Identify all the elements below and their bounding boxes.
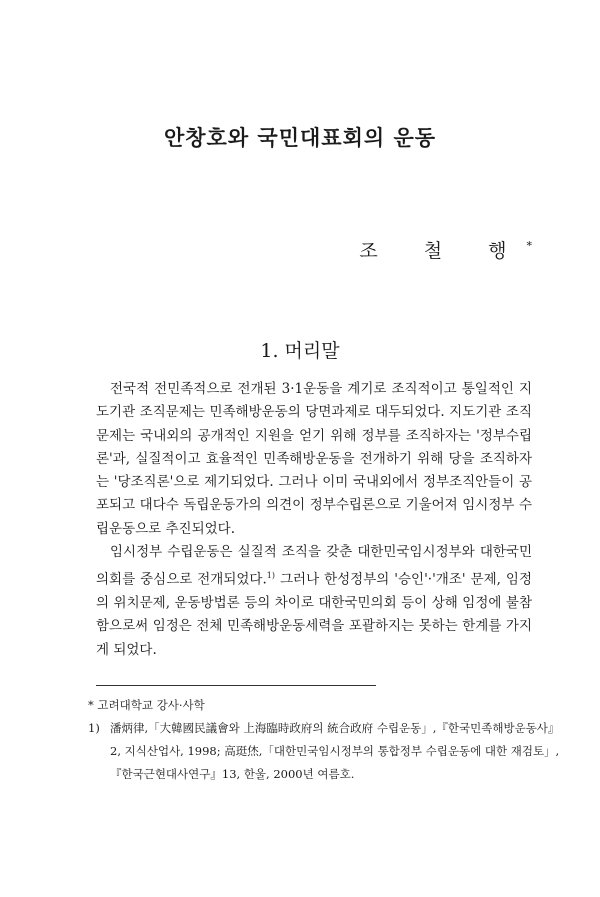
footnote-1-line-1-text: 潘炳律,「大韓國民議會와 上海臨時政府의 統合政府 수립운동」,『한국민족해방운동사』 (110, 721, 560, 735)
footnote-1-number: 1) (88, 721, 100, 735)
footnote-1-line-1 (88, 717, 560, 740)
footnote-author (88, 694, 538, 717)
paragraph-2-text: 임시정부 수립운동은 실질적 조직을 갖춘 대한민국임시정부와 대한국민의회를 중심으로 전개되었다. (96, 544, 532, 588)
footnote-1-line-2: 2, 지식산업사, 1998; 高珽烋,「대한민국임시정부의 통합정부 수립운동에 대한 재검토」, (110, 744, 560, 758)
footnote-author-text: * 고려대학교 강사·사학 (88, 698, 205, 712)
section-heading: 1. 머리말 (260, 340, 340, 362)
footnote-1-line-3: 『한국근현대사연구』13, 한울, 2000년 여름호. (110, 767, 355, 781)
author-name: 조 철 행 (359, 240, 527, 262)
paper-title: 안창호와 국민대표회의 운동 (163, 125, 437, 150)
body-text (96, 378, 532, 662)
paragraph-2-continued: 그러나 한성정부의 '승인'·'개조' 문제, 임정의 위치문제, 운동방법론 등의 차이로 대한국민의회 등이 상해 임정에 불참함으로써 임정은 전체 민족해방운동세력을 포괄하지는 못하는 한계를 가지게 되었다. (96, 571, 533, 658)
paragraph-2 (96, 541, 532, 662)
footnote-ref: 1) (266, 571, 275, 581)
paragraph-1: 전국적 전민족적으로 전개된 3·1운동을 계기로 조직적이고 통일적인 지도기관 조직문제는 민족해방운동의 당면과제로 대두되었다. 지도기관 조직문제는 국내외의 공개적인 지원을 얻기 위해 정부를 조직하자는 '정부수립론'과, 실질적이고 효율적인 민족해방운동을 전개하기 위해 당을 조직하자는 '당조직론'으로 제기되었다. 그러나 이미 국내외에서 정부조직안들이 공포되고 대다수 독립운동가의 의견이 정부수립론으로 기울어져 임시정부 수립운동으로 추진되었다. (96, 381, 532, 537)
author-footnote-mark: * (526, 239, 532, 253)
footnote-1 (88, 717, 560, 786)
footnote-divider (96, 685, 376, 686)
author (359, 236, 532, 263)
